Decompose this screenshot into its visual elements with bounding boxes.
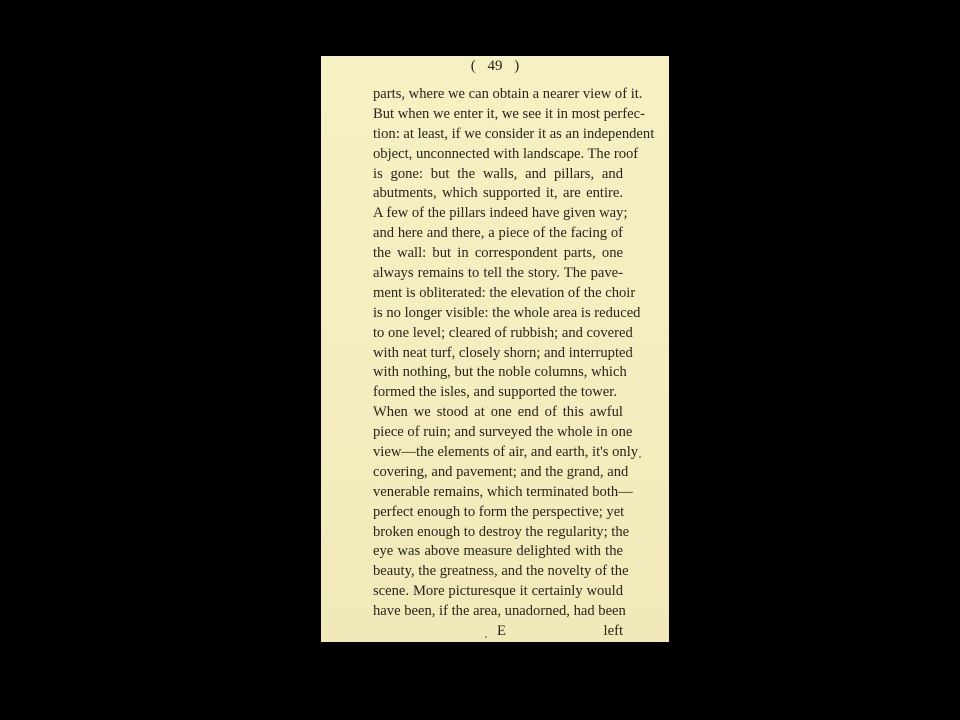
text-line: the wall: but in correspondent parts, one: [373, 245, 623, 262]
text-line: object, unconnected with landscape. The roof: [373, 145, 639, 162]
text-line: tion: at least, if we consider it as an independent: [373, 125, 655, 142]
text-line: parts, where we can obtain a nearer view of it.: [373, 86, 643, 102]
signature-mark: E: [497, 623, 506, 640]
catchword: left: [603, 623, 623, 640]
text-line: broken enough to destroy the regularity; the: [373, 523, 630, 540]
text-line: eye was above measure delighted with the: [373, 543, 623, 560]
text-line: venerable remains, which terminated both—: [373, 483, 633, 500]
text-line: with nothing, but the noble columns, which: [373, 364, 627, 381]
page-footer: [373, 622, 623, 642]
text-line: perfect enough to form the perspective; yet: [373, 503, 625, 520]
text-line: beauty, the greatness, and the novelty of the: [373, 563, 629, 580]
text-line: ment is obliterated: the elevation of the choir: [373, 284, 636, 301]
text-line: is gone: but the walls, and pillars, and: [373, 165, 623, 182]
text-line: abutments, which supported it, are entire.: [373, 185, 623, 202]
text-line: have been, if the area, unadorned, had been: [373, 603, 626, 620]
text-line: piece of ruin; and surveyed the whole in one: [373, 424, 633, 441]
text-line: But when we enter it, we see it in most perfec-: [373, 105, 645, 122]
paper-speck: [639, 456, 641, 458]
text-line: with neat turf, closely shorn; and interrupted: [373, 344, 633, 361]
text-line: is no longer visible: the whole area is reduced: [373, 304, 641, 321]
text-line: and here and there, a piece of the facing of: [373, 225, 623, 242]
text-line: formed the isles, and supported the tower.: [373, 384, 617, 401]
text-line: scene. More picturesque it certainly would: [373, 583, 623, 600]
paper-speck: [485, 636, 487, 638]
text-line: view—the elements of air, and earth, it's only: [373, 444, 639, 461]
text-line: to one level; cleared of rubbish; and covered: [373, 324, 633, 341]
text-line: covering, and pavement; and the grand, and: [373, 463, 629, 480]
body-text: [373, 85, 655, 642]
text-line: always remains to tell the story. The pave-: [373, 265, 623, 282]
page-number: ( 49 ): [470, 58, 520, 74]
text-line: A few of the pillars indeed have given way;: [373, 205, 628, 222]
book-page: [321, 56, 669, 642]
text-line: When we stood at one end of this awful: [373, 404, 623, 421]
